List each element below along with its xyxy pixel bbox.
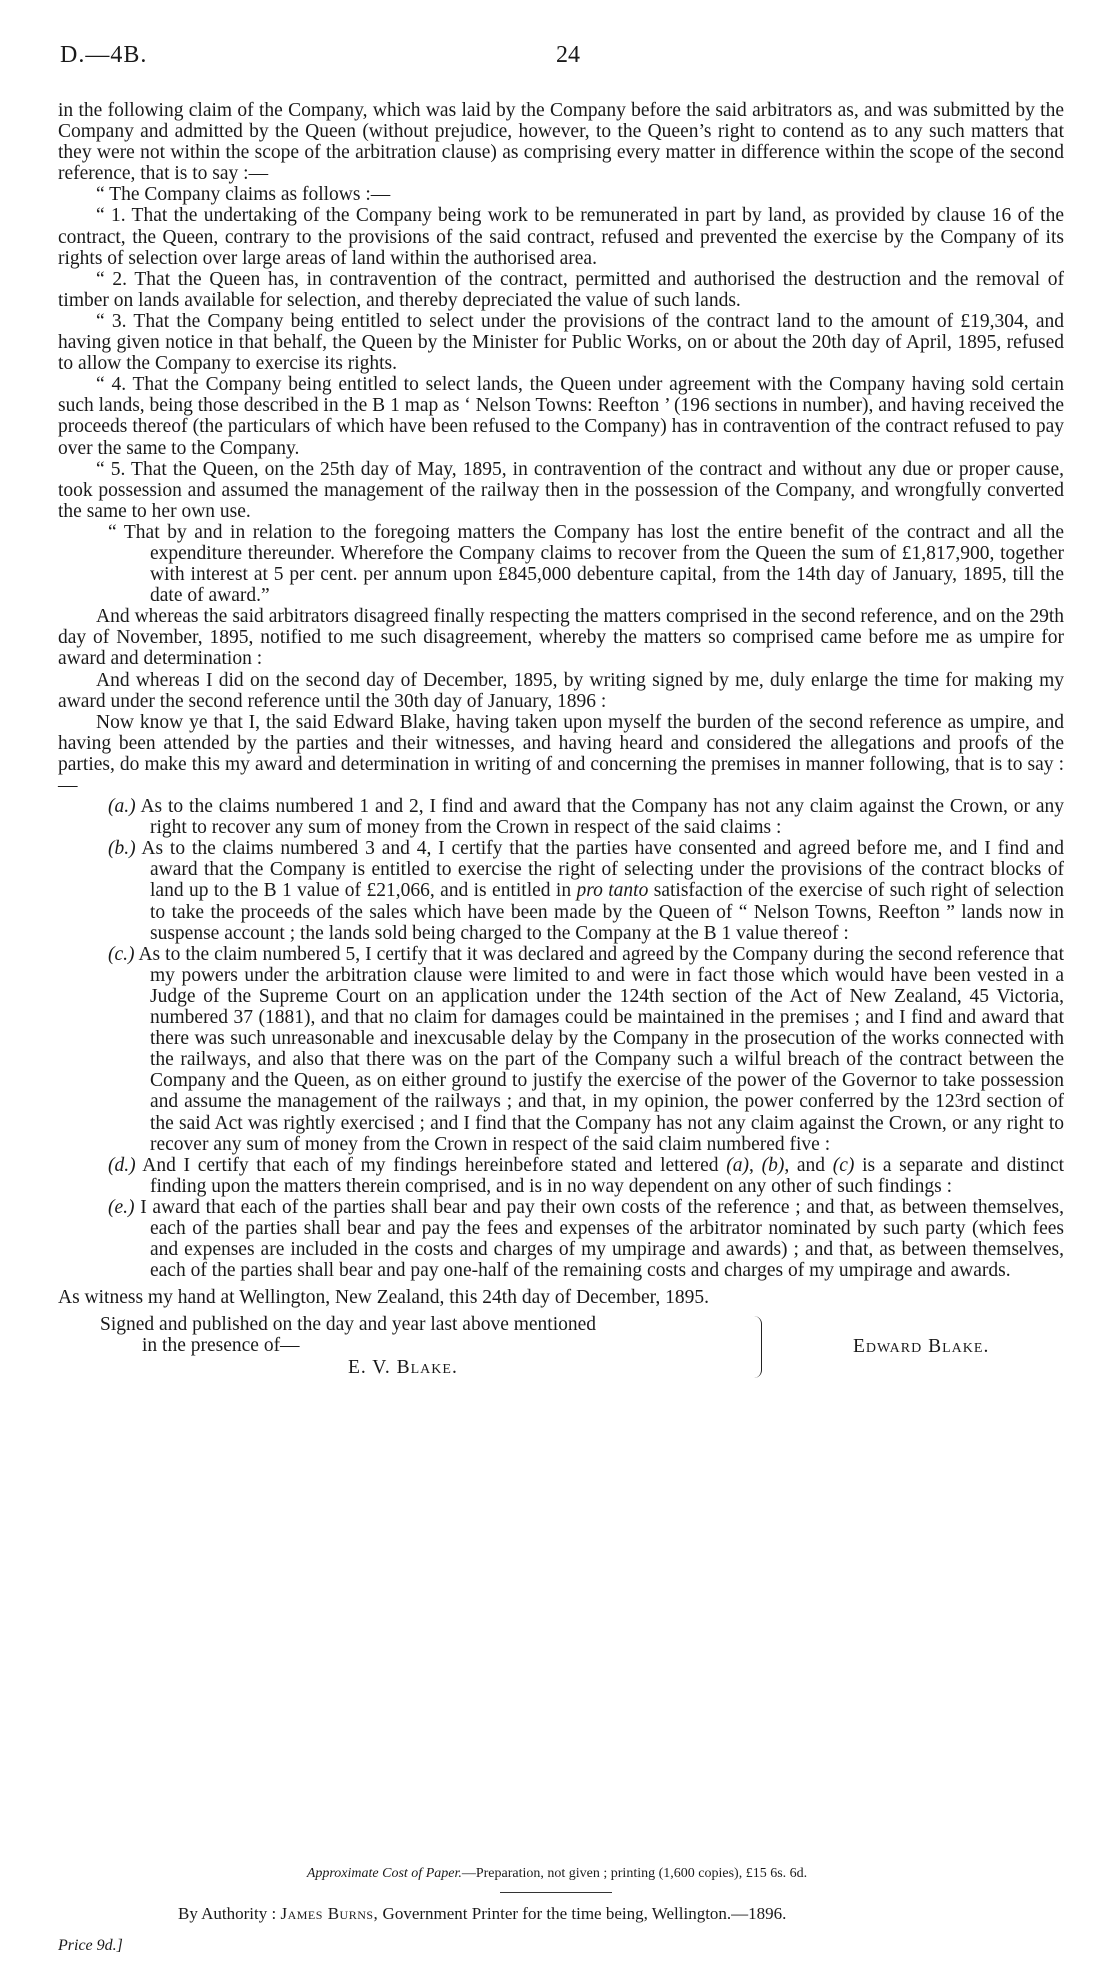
paragraph: And whereas I did on the second day of December, 1895, by writing signed by me, duly enlarge the time for making my award under the second reference until the 30th day of January, 1896 :	[58, 669, 1064, 712]
finding-e	[58, 1197, 1064, 1281]
cost-text: —Preparation, not given ; printing (1,600 copies), £15 6s. 6d.	[461, 1866, 808, 1881]
authority-prefix: By Authority :	[178, 1904, 277, 1923]
finding-c	[58, 944, 1064, 1155]
authority-line	[178, 1904, 786, 1924]
attestation	[100, 1314, 620, 1377]
finding-text: And I certify that each of my findings hereinbefore stated and lettered	[142, 1154, 719, 1176]
witness-statement: As witness my hand at Wellington, New Zealand, this 24th day of December, 1895.	[58, 1287, 709, 1309]
witness-name: E. V. Blake.	[348, 1356, 458, 1378]
separator: , and	[784, 1154, 826, 1176]
claim-1: “ 1. That the undertaking of the Company being work to be remunerated in part by land, as provided by clause 16 of the contract, the Queen, contrary to the provisions of the said contract, refused and prevented the exercise by the Company of its rights of selection over large areas of land within the authorised area.	[58, 205, 1064, 269]
signatory-name: Edward Blake.	[853, 1336, 990, 1358]
finding-ref: (a)	[726, 1154, 749, 1176]
paragraph: “ The Company claims as follows :—	[96, 184, 391, 206]
finding-text: As to the claims numbered 3 and 4, I certify that the parties have consented and agreed before me, and I find and award that the Company is entitled to exercise the right of selecting under the provisions of the contract blocks of land up to the B 1 value of £21,066, and is entitled in	[141, 838, 1064, 902]
separator: ,	[749, 1154, 754, 1176]
finding-text: is a separate and distinct finding upon the matters therein comprised, and is in no way dependent on any other of such findings :	[150, 1154, 1065, 1197]
page-number: 24	[556, 42, 580, 68]
finding-text: satisfaction of the exercise of such right of selection to take the proceeds of the sales which have been made by the Queen of “ Nelson Towns, Reefton ” lands now in suspense account ; the lands sold being charged to the Company at the B 1 value thereof :	[150, 880, 1065, 944]
finding-b	[58, 838, 1064, 943]
paragraph: Now know ye that I, the said Edward Blake, having taken upon myself the burden of the second reference as umpire, and having been attended by the parties and their witnesses, and having heard and considered the allegations and proofs of the parties, do make this my award and determination in writing of and concerning the premises in manner following, that is to say :—	[58, 711, 1064, 796]
divider	[500, 1892, 612, 1893]
cost-label: Approximate Cost of Paper.	[306, 1866, 462, 1881]
printer-name: James Burns,	[280, 1904, 379, 1923]
document-body	[58, 100, 1064, 1406]
attestation-line: Signed and published on the day and year last above mentioned	[100, 1314, 597, 1336]
finding-label: (b.)	[108, 838, 136, 860]
paragraph: And whereas the said arbitrators disagreed finally respecting the matters comprised in the second reference, and on the 29th day of November, 1895, notified to me such disagreement, whereby the matters so comprised came before me as umpire for award and determination :	[58, 606, 1064, 670]
finding-label: (d.)	[108, 1154, 136, 1176]
claim-2: “ 2. That the Queen has, in contravention of the contract, permitted and authorised the destruction and the removal of timber on lands available for selection, and thereby depreciated the value of such lands.	[58, 268, 1064, 311]
brace	[751, 1316, 762, 1378]
finding-label: (e.)	[108, 1196, 135, 1218]
attestation-line: in the presence of—	[142, 1335, 300, 1357]
document-code: D.—4B.	[60, 42, 148, 68]
latin-phrase: pro tanto	[576, 880, 649, 902]
claim-summary: “ That by and in relation to the foregoing matters the Company has lost the entire benefit of the contract and all the expenditure thereunder. Wherefore the Company claims to recover from the Queen the sum of £1,817,900, together with interest at 5 per cent. per annum upon £845,000 debenture capital, from the 14th day of January, 1895, till the date of award.”	[108, 521, 1064, 607]
finding-ref: (c)	[832, 1154, 855, 1176]
finding-text: As to the claims numbered 1 and 2, I find and award that the Company has not any claim against the Crown, or any right to recover any sum of money from the Crown in respect of the said claims :	[140, 796, 1064, 839]
claim-4: “ 4. That the Company being entitled to select lands, the Queen under agreement with the Company having sold certain such lands, being those described in the B 1 map as ‘ Nelson Towns: Reefton ’ (196 sections in number), and having received the proceeds thereof (the particulars of which have been refused to the Company) has in contravention of the contract refused to pay over the same to the Company.	[58, 374, 1064, 459]
paragraph: in the following claim of the Company, which was laid by the Company before the said arbitrators as, and was submitted by the Company and admitted by the Queen (without prejudice, however, to the Queen’s right to contend as to any such matters that they were not within the scope of the arbitration clause) as comprising every matter in difference within the scope of the second reference, that is to say :—	[58, 100, 1064, 185]
price: Price 9d.]	[58, 1937, 123, 1954]
finding-text: I award that each of the parties shall bear and pay their own costs of the reference ; and that, as between themselves, each of the parties shall bear and pay the fees and expenses of the arbitrator nominated by such party (which fees and expenses are included in the costs and charges of my umpirage and awards) ; and that, as between themselves, each of the parties shall bear and pay one-half of the remaining costs and charges of my umpirage and awards.	[140, 1196, 1064, 1282]
finding-label: (c.)	[108, 943, 135, 965]
finding-ref: (b)	[761, 1154, 785, 1176]
claim-5: “ 5. That the Queen, on the 25th day of May, 1895, in contravention of the contract and without any due or proper cause, took possession and assumed the management of the railway then in the possession of the Company, and wrongfully converted the same to her own use.	[58, 458, 1064, 522]
finding-text: As to the claim numbered 5, I certify that it was declared and agreed by the Company during the second reference that my powers under the arbitration clause were limited to and were in fact those which would have been vested in a Judge of the Supreme Court on an application under the 124th section of the Act of New Zealand, 45 Victoria, numbered 37 (1881), and that no claim for damages could be maintained in the premises ; and I find and award that there was such unreasonable and inexcusable delay by the Company in the prosecution of the works connected with the railways, and also that there was on the part of the Company such a wilful breach of the contract between the Company and the Queen, as on either ground to justify the exercise of the power of the Governor to take possession and assume the management of the railways ; and that, in my opinion, the power conferred by the 123rd section of the said Act was rightly exercised ; and I find that the Company has not any claim against the Crown, or any right to recover any sum of money from the Crown in respect of the said claim numbered five :	[138, 943, 1064, 1155]
finding-a	[58, 796, 1064, 838]
finding-d	[58, 1155, 1064, 1197]
claim-3: “ 3. That the Company being entitled to select under the provisions of the contract land to the amount of £19,304, and having given notice in that behalf, the Queen by the Minister for Public Works, on or about the 20th day of April, 1895, refused to allow the Company to exercise its rights.	[58, 310, 1064, 375]
finding-label: (a.)	[108, 796, 136, 818]
signature-block	[58, 1314, 1064, 1406]
authority-suffix: Government Printer for the time being, Wellington.—1896.	[382, 1904, 787, 1923]
cost-note	[0, 1866, 1114, 1882]
